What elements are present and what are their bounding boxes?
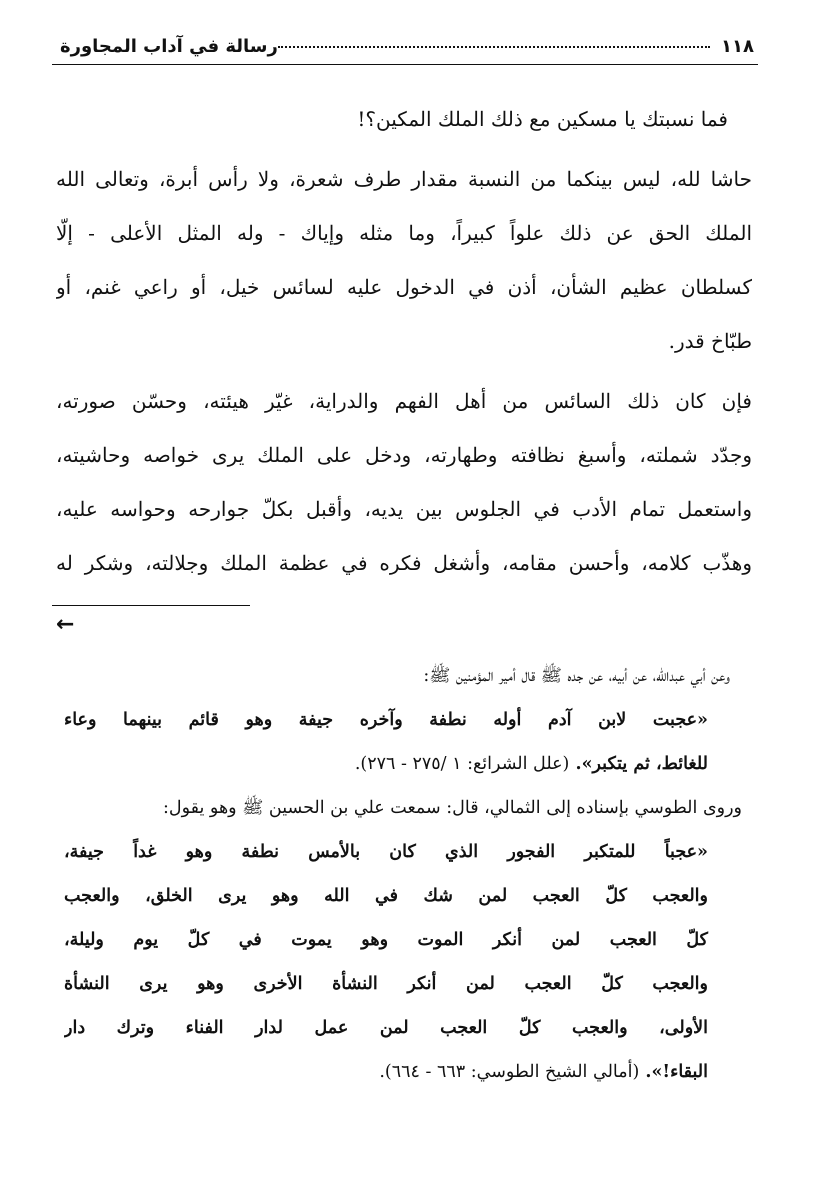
footnote-quote-line: كلّ العجب لمن أنكر الموت وهو يموت في كلّ يوم وليلة، bbox=[64, 930, 708, 950]
text-line: الملك الحق عن ذلك علواً كبيراً، وما مثله وإياك - وله المثل الأعلى - إلّا bbox=[56, 221, 752, 245]
text-line: طبّاخ قدر. bbox=[668, 329, 752, 353]
text-line: فإن كان ذلك السائس من أهل الفهم والدراية، غيّر هيئته، وحسّن صورته، bbox=[56, 389, 752, 413]
text-line: فما نسبتك يا مسكين مع ذلك الملك المكين؟! bbox=[357, 107, 728, 131]
footnote-quote-line: والعجب كلّ العجب لمن أنكر النشأة الأخرى وهو يرى النشأة bbox=[64, 974, 708, 994]
main-text bbox=[56, 92, 752, 590]
text-line: حاشا لله، ليس بينكما من النسبة مقدار طرف شعرة، ولا رأس أبرة، وتعالى الله bbox=[56, 167, 752, 191]
footnote-intro: وعن أبي عبدالله، عن أبيه، عن جده ﷺ قال أمير المؤمنين ﷺ: bbox=[423, 666, 730, 686]
text-line: وهذّب كلامه، وأحسن مقامه، وأشغل فكره في عظمة الملك وجلالته، وشكر له bbox=[56, 551, 752, 575]
footnotes bbox=[64, 654, 742, 1094]
header-dot-leader bbox=[278, 46, 710, 48]
text-line: وجدّد شملته، وأسبغ نظافته وطهارته، ودخل على الملك يرى خواصه وحاشيته، bbox=[56, 443, 752, 467]
footnote-quote-line bbox=[64, 742, 730, 786]
footnote-quote-line: «عجبت لابن آدم أوله نطفة وآخره جيفة وهو قائم بينهما وعاء bbox=[64, 710, 708, 730]
footnote-intro: وروى الطوسي بإسناده إلى الثمالي، قال: سمعت علي بن الحسين ﷺ وهو يقول: bbox=[162, 798, 742, 818]
footnote-quote-end: البقاء!». bbox=[645, 1062, 708, 1082]
footnote-quote-end: للغائط، ثم يتكبر». bbox=[575, 754, 708, 774]
footnote-citation: (علل الشرائع: ١ /٢٧٥ - ٢٧٦). bbox=[354, 754, 570, 774]
page-number: ١١٨ bbox=[721, 36, 754, 57]
footnote-quote-line: «عجباً للمتكبر الفجور الذي كان بالأمس نطفة وهو غداً جيفة، bbox=[64, 842, 708, 862]
footnote-citation: (أمالي الشيخ الطوسي: ٦٦٣ - ٦٦٤). bbox=[379, 1062, 640, 1082]
footnote-quote-line bbox=[64, 1050, 730, 1094]
continuation-arrow-icon: ← bbox=[56, 612, 75, 637]
footnote-quote-line: والعجب كلّ العجب لمن شك في الله وهو يرى الخلق، والعجب bbox=[64, 886, 708, 906]
running-header bbox=[52, 34, 758, 65]
book-title: رسالة في آداب المجاورة bbox=[60, 36, 278, 57]
text-line: كسلطان عظيم الشأن، أذن في الدخول عليه لسائس خيل، أو راعي غنم، أو bbox=[56, 275, 752, 299]
footnote-quote-line: الأولى، والعجب كلّ العجب لمن عمل لدار الفناء وترك دار bbox=[64, 1018, 708, 1038]
footnote-separator bbox=[52, 605, 250, 606]
text-line: واستعمل تمام الأدب في الجلوس بين يديه، وأقبل بكلّ جوارحه وحواسه عليه، bbox=[56, 497, 752, 521]
